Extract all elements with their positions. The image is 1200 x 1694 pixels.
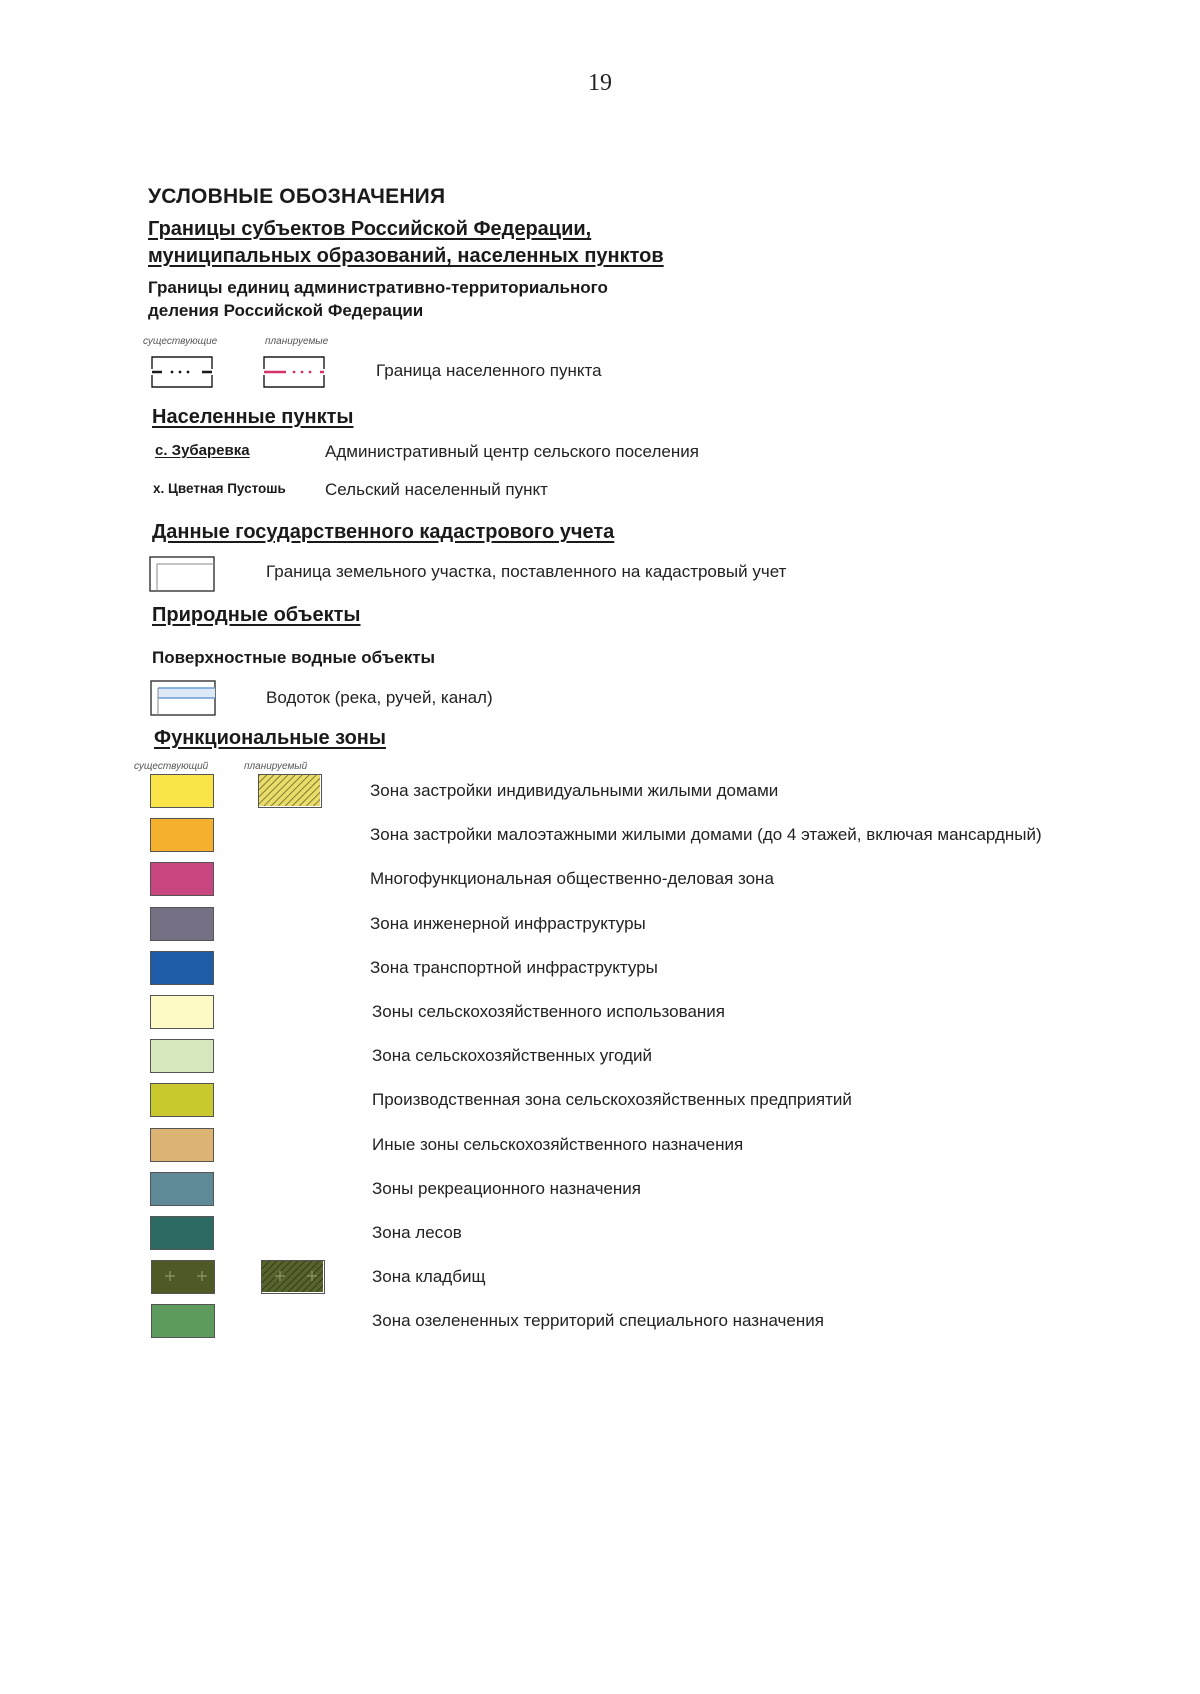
- settlement-admin-center-desc: Административный центр сельского поселения: [325, 442, 699, 461]
- zone-label: Многофункциональная общественно-деловая зона: [370, 869, 774, 888]
- zone-swatch-existing: [150, 1039, 214, 1073]
- label-existing-borders: существующие: [143, 336, 218, 347]
- natural-objects-heading: Природные объекты: [152, 604, 361, 626]
- admin-division-heading-line1: Границы единиц административно-территориального: [148, 278, 608, 297]
- settlement-border-label: Граница населенного пункта: [376, 361, 602, 380]
- boundaries-heading-line2: муниципальных образований, населенных пунктов: [148, 245, 664, 267]
- zone-label: Зона кладбищ: [372, 1267, 486, 1286]
- settlement-rural-desc: Сельский населенный пункт: [325, 480, 548, 499]
- zone-label: Зона озелененных территорий специального назначения: [372, 1311, 824, 1330]
- settlement-admin-center-name: с. Зубаревка: [155, 442, 250, 459]
- zone-label: Зона транспортной инфраструктуры: [370, 958, 658, 977]
- zone-label: Зона лесов: [372, 1223, 462, 1242]
- zone-swatch-planned: [261, 1260, 325, 1294]
- zone-swatch-existing: [150, 995, 214, 1029]
- admin-division-heading-line2: деления Российской Федерации: [148, 301, 424, 320]
- zone-swatch-existing: [150, 1216, 214, 1250]
- surface-water-heading: Поверхностные водные объекты: [152, 648, 436, 667]
- label-planned-borders: планируемые: [265, 336, 329, 347]
- zone-label: Иные зоны сельскохозяйственного назначения: [372, 1135, 744, 1154]
- zone-swatch-existing: [150, 907, 214, 941]
- zone-swatch-existing: [151, 1304, 215, 1338]
- label-zone-existing: существующий: [134, 761, 209, 772]
- existing-settlement-border-symbol: [150, 355, 214, 389]
- zone-label: Зоны рекреационного назначения: [372, 1179, 642, 1198]
- zone-label: Зона сельскохозяйственных угодий: [372, 1046, 653, 1065]
- zone-swatch-existing: [150, 951, 214, 985]
- cadastre-heading: Данные государственного кадастрового учета: [152, 521, 615, 543]
- zone-swatch-existing: [151, 1260, 215, 1294]
- zone-label: Зона застройки индивидуальными жилыми домами: [370, 781, 779, 800]
- legend-title: УСЛОВНЫЕ ОБОЗНАЧЕНИЯ: [148, 185, 446, 208]
- boundaries-heading-line1: Границы субъектов Российской Федерации,: [148, 218, 592, 240]
- zone-swatch-planned: [258, 774, 322, 808]
- zone-swatch-existing: [150, 774, 214, 808]
- zone-swatch-existing: [150, 818, 214, 852]
- zone-swatch-existing: [150, 1083, 214, 1117]
- zone-swatch-existing: [150, 1128, 214, 1162]
- settlement-rural-name: х. Цветная Пустошь: [153, 481, 286, 496]
- zone-label: Зоны сельскохозяйственного использования: [372, 1002, 725, 1021]
- functional-zones-heading: Функциональные зоны: [154, 727, 386, 749]
- watercourse-symbol: [150, 680, 216, 716]
- zone-swatch-existing: [150, 862, 214, 896]
- cadastral-parcel-symbol: [149, 556, 215, 592]
- cadastral-parcel-label: Граница земельного участка, поставленного на кадастровый учет: [266, 562, 787, 581]
- page-number: 19: [588, 70, 612, 96]
- zone-label: Зона застройки малоэтажными жилыми домами (до 4 этажей, включая мансардный): [370, 825, 1042, 844]
- watercourse-label: Водоток (река, ручей, канал): [266, 688, 493, 707]
- planned-settlement-border-symbol: [262, 355, 326, 389]
- zone-label: Производственная зона сельскохозяйственных предприятий: [372, 1090, 852, 1109]
- label-zone-planned: планируемый: [244, 761, 308, 772]
- settlements-heading: Населенные пункты: [152, 406, 354, 428]
- zone-label: Зона инженерной инфраструктуры: [370, 914, 646, 933]
- zone-swatch-existing: [150, 1172, 214, 1206]
